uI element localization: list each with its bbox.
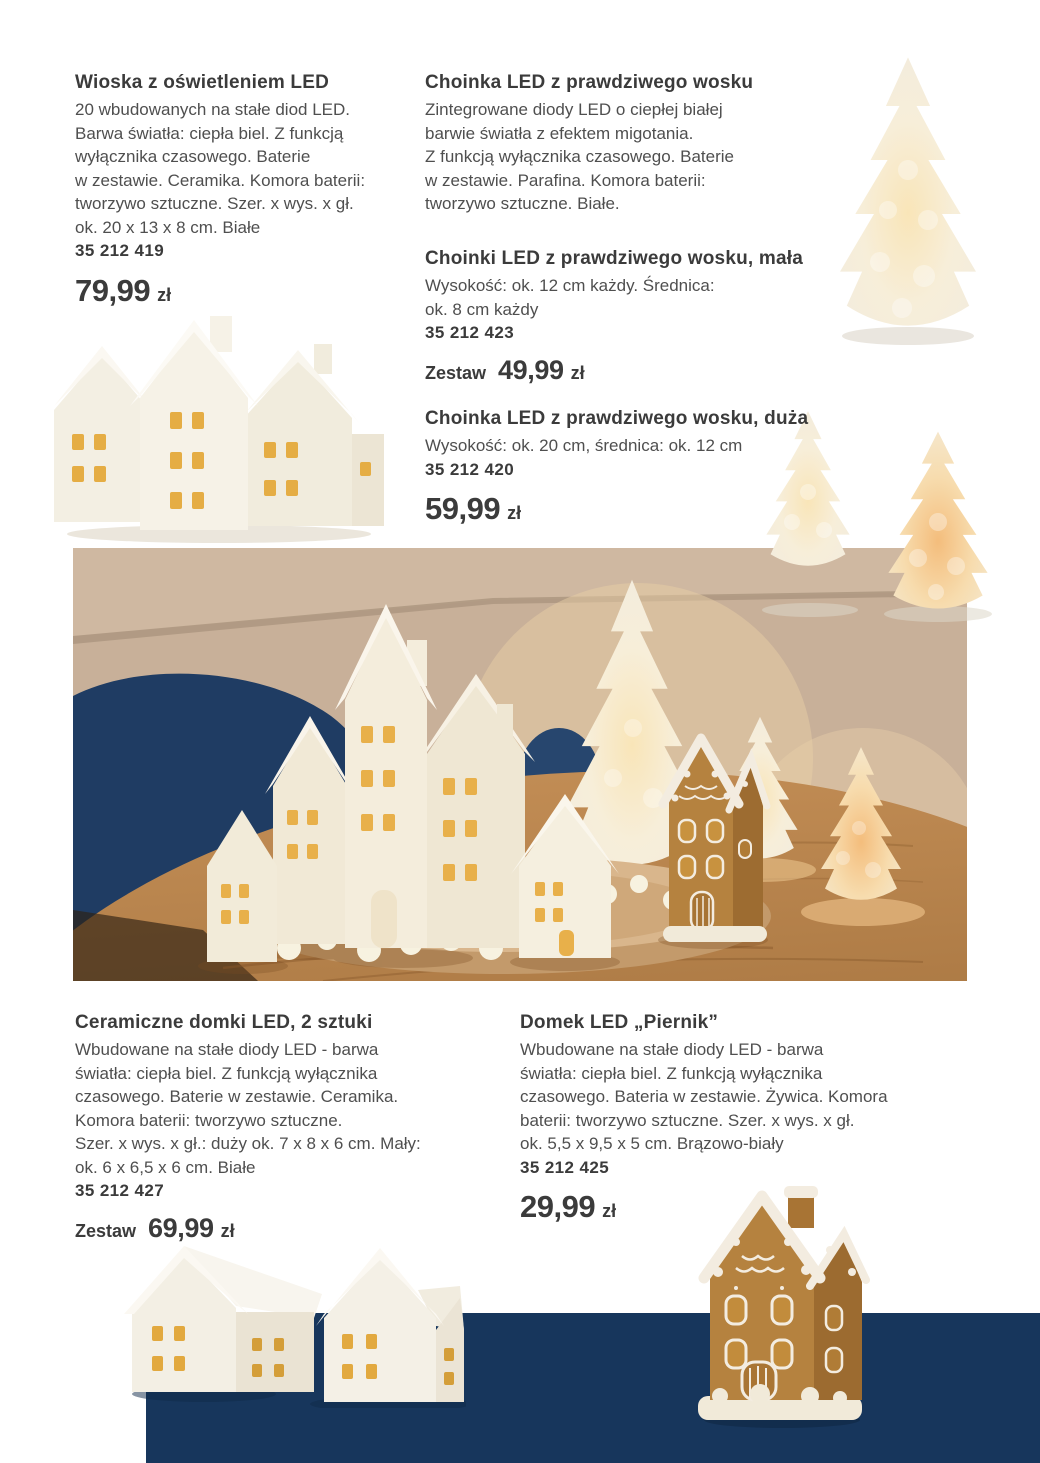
product-description-line: barwie światła z efektem migotania.: [425, 123, 694, 143]
product-description-line: Wysokość: ok. 12 cm każdy. Średnica:: [425, 276, 715, 295]
product-description-line: ok. 6 x 6,5 x 6 cm. Białe: [75, 1157, 256, 1177]
product-description-line: ok. 20 x 13 x 8 cm. Białe: [75, 217, 261, 237]
wioska-product-image: [44, 312, 392, 548]
price: [520, 1189, 888, 1225]
article-number: 35 212 423: [425, 323, 515, 342]
product-subtitle: Choinki LED z prawdziwego wosku, mała: [425, 248, 803, 269]
article-number: 35 212 419: [75, 241, 165, 260]
product-title: Wioska z oświetleniem LED: [75, 72, 330, 93]
price-currency: zł: [570, 362, 585, 383]
product-description-line: 20 wbudowanych na stałe diod LED.: [75, 100, 351, 119]
product-description-line: czasowego. Baterie w zestawie. Ceramika.: [75, 1087, 399, 1106]
product-block-choinka-duza: [425, 406, 808, 527]
product-subtitle: Choinka LED z prawdziwego wosku, duża: [425, 408, 809, 429]
product-description-line: Z funkcją wyłącznika czasowego. Baterie: [425, 147, 734, 166]
price: [425, 355, 803, 386]
product-block-wioska: [75, 70, 365, 309]
product-block-choinka-mala: [425, 246, 803, 386]
price-value: 29,99: [520, 1189, 596, 1224]
product-description-line: światła: ciepła biel. Z funkcją wyłącznika: [75, 1063, 378, 1083]
price-currency: zł: [157, 284, 172, 305]
price-label: Zestaw: [425, 362, 487, 383]
product-block-choinka: [425, 70, 753, 216]
product-description-line: Komora baterii: tworzywo sztuczne.: [75, 1110, 343, 1130]
product-description-line: baterii: tworzywo sztuczne. Szer. x wys. x gł.: [520, 1110, 855, 1130]
price-value: 49,99: [498, 354, 564, 385]
price-currency: zł: [507, 503, 522, 523]
domki-product-image: [118, 1230, 466, 1408]
product-title: Ceramiczne domki LED, 2 sztuki: [75, 1012, 373, 1033]
price-currency: zł: [220, 1220, 235, 1241]
price-value: 69,99: [148, 1212, 214, 1243]
product-description-line: Barwa światła: ciepła biel. Z funkcją: [75, 123, 344, 143]
price: [75, 1213, 421, 1244]
product-description-line: w zestawie. Ceramika. Komora baterii:: [75, 170, 366, 190]
article-number: 35 212 420: [425, 459, 515, 479]
article-number: 35 212 427: [75, 1181, 165, 1200]
product-title: Choinka LED z prawdziwego wosku: [425, 72, 754, 93]
product-description-line: tworzywo sztuczne. Białe.: [425, 194, 620, 213]
product-description-line: ok. 5,5 x 9,5 x 5 cm. Brązowo-biały: [520, 1134, 784, 1153]
product-description-line: światła: ciepła biel. Z funkcją wyłącznika: [520, 1063, 823, 1083]
price-currency: zł: [602, 1201, 617, 1221]
product-description-line: Wbudowane na stałe diody LED - barwa: [520, 1040, 824, 1059]
product-description-line: wyłącznika czasowego. Baterie: [75, 147, 311, 166]
product-description-line: Zintegrowane diody LED o ciepłej białej: [425, 100, 723, 119]
product-block-piernik: [520, 1010, 888, 1225]
product-description-line: Szer. x wys. x gł.: duży ok. 7 x 8 x 6 cm. Mały:: [75, 1134, 421, 1153]
price: [425, 491, 808, 527]
product-description-line: czasowego. Bateria w zestawie. Żywica. Komora: [520, 1087, 888, 1106]
product-description-line: tworzywo sztuczne. Szer. x wys. x gł.: [75, 194, 354, 213]
choinka-tall-product-image: [788, 50, 1028, 346]
product-title: Domek LED „Piernik”: [520, 1012, 719, 1033]
product-description-line: Wbudowane na stałe diody LED - barwa: [75, 1040, 379, 1059]
product-description-line: ok. 8 cm każdy: [425, 299, 539, 319]
article-number: 35 212 425: [520, 1157, 610, 1177]
price-label: Zestaw: [75, 1220, 137, 1241]
price-value: 59,99: [425, 491, 501, 526]
product-block-domki: [75, 1010, 421, 1244]
price-value: 79,99: [75, 272, 151, 308]
product-description-line: w zestawie. Parafina. Komora baterii:: [425, 170, 706, 190]
product-description-line: Wysokość: ok. 20 cm, średnica: ok. 12 cm: [425, 436, 743, 455]
price: [75, 273, 365, 309]
